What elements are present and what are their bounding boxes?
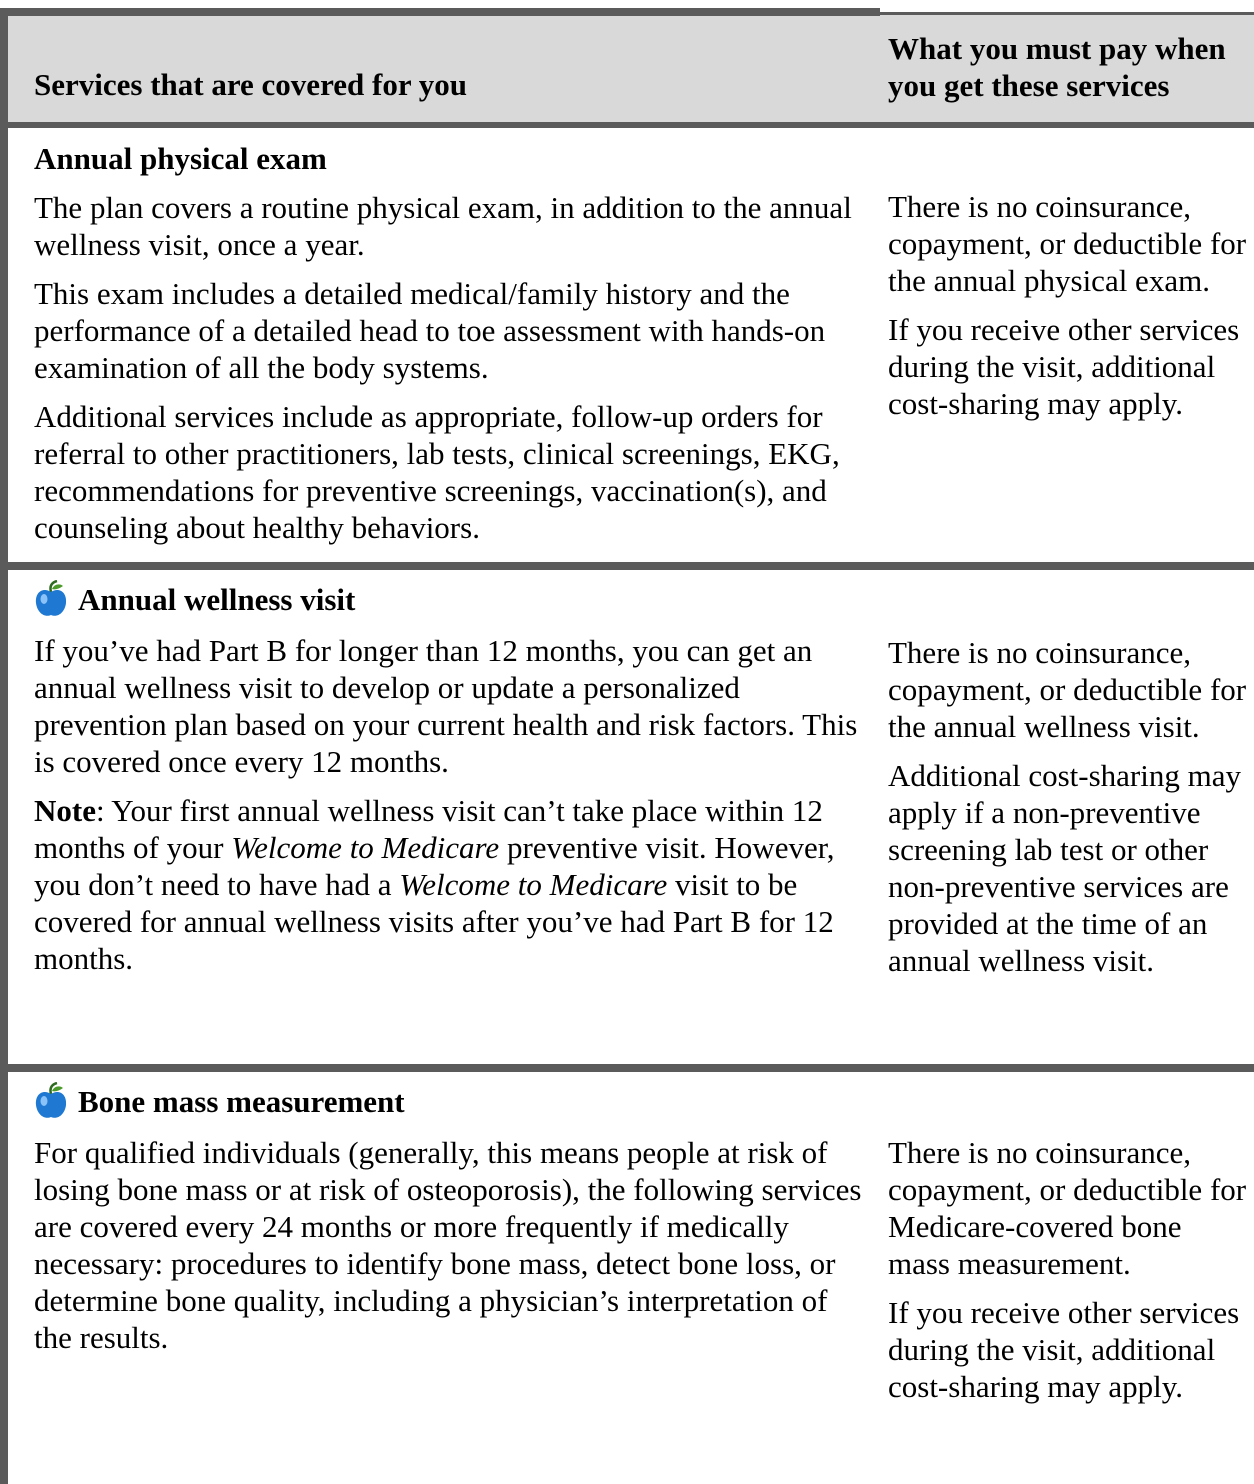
table-left-border [0, 8, 8, 1484]
note-italic-text: Welcome to Medicare [399, 867, 668, 902]
note-text: : Your first annual wellness visit can’t take place within 12 months of your [34, 793, 823, 865]
cost-paragraph: There is no coinsurance, copayment, or deductible for the annual wellness visit. [888, 635, 1247, 744]
note-italic-text: Welcome to Medicare [231, 830, 500, 865]
row-divider-1 [0, 562, 1254, 570]
row-annual-wellness-visit [34, 580, 864, 989]
row-title [34, 1082, 864, 1120]
row-description-paragraph: The plan covers a routine physical exam, in addition to the annual wellness visit, once a year. [34, 190, 852, 262]
row-title-text: Annual physical exam [34, 141, 327, 176]
row-cost-bone-mass-measurement [888, 1134, 1248, 1417]
row-title [34, 140, 864, 177]
row-description-paragraph: Additional services include as appropriate, follow-up orders for referral to other practitioners, lab tests, clinical screenings, EKG, recommendations for preventive screenings, vaccination(s), and counseling about healthy behaviors. [34, 399, 840, 545]
cost-paragraph: If you receive other services during the visit, additional cost-sharing may apply. [888, 312, 1240, 421]
row-annual-physical-exam [34, 140, 864, 558]
note-text: visit to be covered for annual wellness visits after you’ve had Part B for 12 months. [34, 867, 834, 976]
header-services-covered: Services that are covered for you [34, 67, 468, 102]
note-text: preventive visit. However, you don’t need to have had a [34, 830, 835, 902]
cost-paragraph: There is no coinsurance, copayment, or deductible for the annual physical exam. [888, 189, 1247, 298]
row-description-paragraph: If you’ve had Part B for longer than 12 months, you can get an annual wellness visit to develop or update a personalized prevention plan based on your current health and risk factors. This is covered once every 12 months. [34, 633, 858, 779]
note-label: Note [34, 793, 96, 828]
row-description-paragraph: For qualified individuals (generally, this means people at risk of losing bone mass or at risk of osteoporosis), the following services are covered every 24 months or more frequently if medically necessary: procedures to identify bone mass, detect bone loss, or determine bone quality, including a physician’s interpretation of the results. [34, 1135, 862, 1355]
table-top-border-right [875, 12, 1254, 15]
cost-paragraph: If you receive other services during the visit, additional cost-sharing may apply. [888, 1295, 1240, 1404]
row-divider-2 [0, 1064, 1254, 1072]
row-title [34, 580, 864, 618]
table-top-border-left [0, 8, 880, 16]
row-cost-annual-physical-exam [888, 188, 1248, 434]
apple-icon [34, 580, 68, 618]
row-note-paragraph [34, 792, 864, 977]
row-title-text: Bone mass measurement [78, 1083, 405, 1119]
header-what-you-pay-line2: you get these services [888, 68, 1170, 103]
header-bottom-border [0, 122, 1254, 128]
row-description-paragraph: This exam includes a detailed medical/family history and the performance of a detailed head to toe assessment with hands-on examination of all the body systems. [34, 276, 826, 385]
header-what-you-pay [888, 30, 1248, 104]
row-title-text: Annual wellness visit [78, 581, 356, 617]
cost-paragraph: There is no coinsurance, copayment, or deductible for Medicare-covered bone mass measurement. [888, 1135, 1247, 1281]
cost-paragraph: Additional cost-sharing may apply if a non-preventive screening lab test or other non-preventive services are provided at the time of an annual wellness visit. [888, 758, 1241, 978]
header-what-you-pay-line1: What you must pay when [888, 31, 1226, 66]
apple-icon [34, 1082, 68, 1120]
row-cost-annual-wellness-visit [888, 634, 1248, 991]
row-bone-mass-measurement [34, 1082, 864, 1368]
